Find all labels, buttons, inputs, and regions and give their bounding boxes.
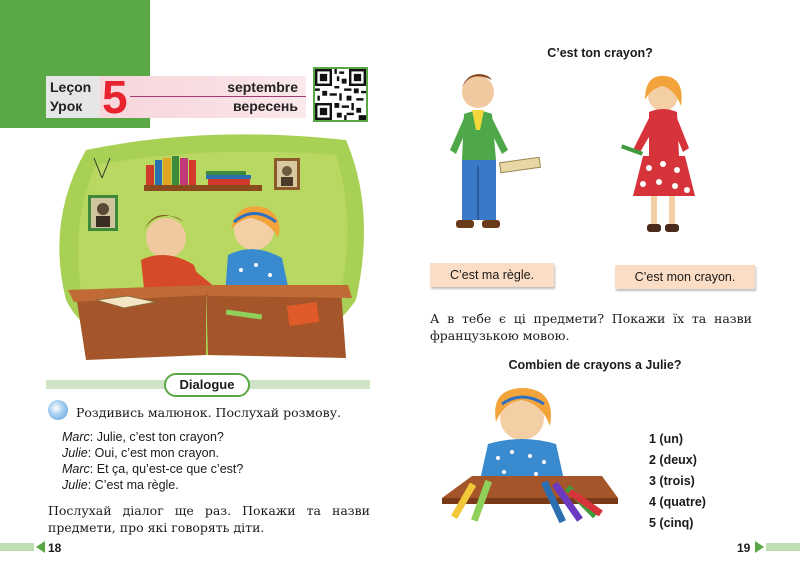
arrow-left-icon — [36, 541, 45, 553]
dialogue-heading: Dialogue — [164, 373, 250, 397]
audio-icon[interactable] — [48, 400, 68, 420]
dialogue-line: Julie: C’est ma règle. — [62, 478, 179, 492]
count-item: 5 (cinq) — [649, 516, 694, 530]
count-item: 2 (deux) — [649, 453, 697, 467]
classroom-illustration — [56, 130, 366, 375]
count-item: 1 (un) — [649, 432, 684, 446]
footer-bar-right — [766, 543, 800, 551]
dialogue-line: Julie: Oui, c’est mon crayon. — [62, 446, 220, 460]
dialogue-line: Marc: Et ça, qu’est-ce que c’est? — [62, 462, 244, 476]
girl-with-crayon-illustration — [615, 72, 705, 240]
lesson-header — [46, 71, 306, 123]
caption-girl: C’est mon crayon. — [615, 265, 755, 289]
page-number-right: 19 — [737, 541, 751, 555]
ruler-icon — [498, 154, 542, 178]
page-number-left: 18 — [48, 541, 62, 555]
qr-code-icon — [315, 69, 366, 120]
julie-with-crayons-illustration — [432, 380, 622, 530]
caption-boy: C’est ma règle. — [430, 263, 554, 287]
month-uk: вересень — [233, 98, 298, 114]
lesson-number: 5 — [102, 71, 128, 123]
footer-bar-left — [0, 543, 34, 551]
count-item: 4 (quatre) — [649, 495, 706, 509]
month-fr: septembre — [227, 79, 298, 95]
arrow-right-icon — [755, 541, 764, 553]
question-count: Combien de crayons a Julie? — [508, 358, 682, 372]
lesson-label-fr: Leçon — [50, 79, 92, 95]
task-paragraph: Послухай діалог ще раз. Покажи та назви предмети, про які говорять діти. — [48, 503, 370, 535]
lesson-label-uk: Урок — [50, 98, 83, 114]
count-item: 3 (trois) — [649, 474, 695, 488]
listen-instruction: Роздивись малюнок. Послухай розмову. — [76, 405, 342, 420]
qr-code[interactable] — [313, 67, 368, 122]
divider — [130, 96, 306, 97]
dialogue-line: Marc: Julie, c’est ton crayon? — [62, 430, 224, 444]
question-crayon: C’est ton crayon? — [547, 46, 653, 60]
right-task-paragraph: А в тебе є ці предмети? Покажи їх та назви французькою мовою. — [430, 311, 752, 343]
